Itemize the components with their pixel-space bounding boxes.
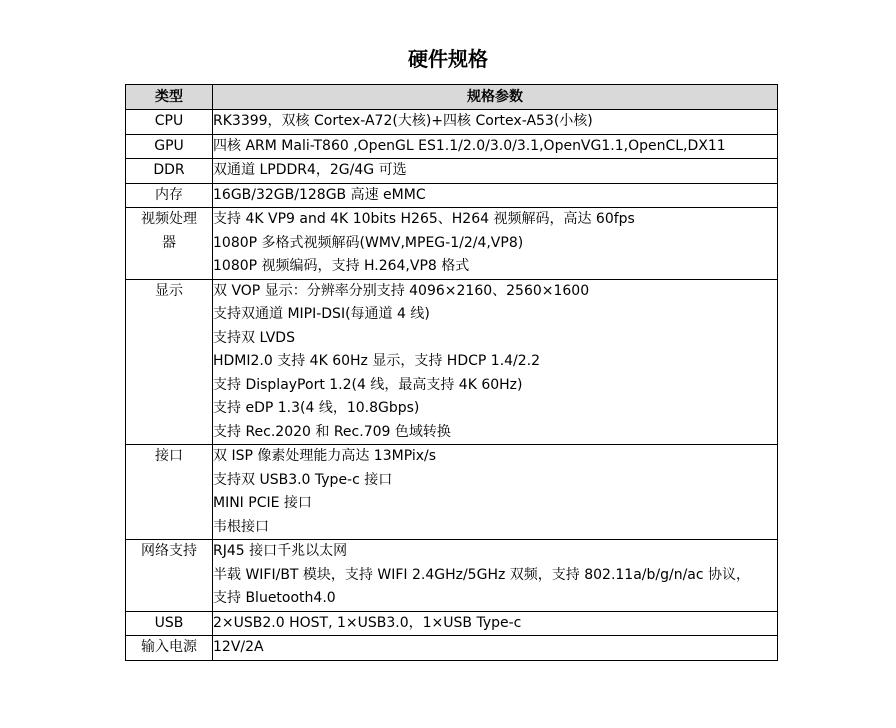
spec-table-body [126,110,778,661]
spec-line: 支持双 LVDS [213,329,295,346]
spec-line: 支持 Bluetooth4.0 [213,590,336,606]
table-row [126,445,778,540]
header-spec: 规格参数 [213,85,778,110]
table-header-row [126,85,778,110]
spec-line: 支持 eDP 1.3(4 线，10.8Gbps) [213,400,420,416]
row-type-label-part: 器 [162,234,176,251]
row-type-cell [126,110,213,135]
row-spec-cell [213,208,778,280]
row-type-label: DDR [153,162,185,178]
spec-line: 四核 ARM Mali-T860 ,OpenGL ES1.1/2.0/3.0/3.1,OpenVG1.1,OpenCL,DX11 [213,137,726,154]
spec-line: 韦根接口 [213,518,269,535]
row-type-label: 显示 [155,282,183,299]
row-type-label: 网络支持 [141,543,197,559]
row-type-label: GPU [154,137,184,154]
spec-line: 支持 Rec.2020 和 Rec.709 色域转换 [213,423,451,440]
spec-line: 支持 4K VP9 and 4K 10bits H265、H264 视频解码，高达 60fps [213,211,635,227]
row-spec-cell [213,110,778,135]
spec-line: 双通道 LPDDR4，2G/4G 可选 [213,162,407,178]
row-type-cell [126,279,213,445]
row-type-label: USB [154,614,184,631]
row-type-label: 输入电源 [141,639,197,655]
spec-line: RJ45 接口千兆以太网 [213,543,348,559]
row-spec-cell [213,134,778,159]
spec-line: 16GB/32GB/128GB 高速 eMMC [213,186,426,203]
row-type-cell [126,611,213,636]
document-title: 硬件规格 [408,47,488,71]
spec-line: 1080P 视频编码，支持 H.264,VP8 格式 [213,258,470,274]
spec-line: RK3399，双核 Cortex-A72(大核)+四核 Cortex-A53(小核) [213,113,593,129]
row-type-label-part: 视频处理 [141,211,197,227]
row-type-label: CPU [154,113,184,129]
spec-line: 双 ISP 像素处理能力高达 13MPix/s [213,448,437,464]
row-spec-cell [213,540,778,612]
spec-line: 双 VOP 显示：分辨率分别支持 4096×2160、2560×1600 [213,282,590,299]
header-type: 类型 [126,85,213,110]
spec-line: HDMI2.0 支持 4K 60Hz 显示，支持 HDCP 1.4/2.2 [213,353,541,369]
table-row [126,208,778,280]
row-type-cell [126,183,213,208]
table-row [126,540,778,612]
row-type-cell [126,445,213,540]
row-type-label: 接口 [155,448,183,464]
row-spec-cell [213,611,778,636]
spec-line: 1080P 多格式视频解码(WMV,MPEG-1/2/4,VP8) [213,234,524,251]
row-type-cell [126,134,213,159]
row-spec-cell [213,183,778,208]
spec-line: 12V/2A [213,639,264,655]
table-row [126,110,778,135]
spec-line: 支持 DisplayPort 1.2(4 线，最高支持 4K 60Hz) [213,376,523,393]
row-type-cell [126,540,213,612]
row-type-cell [126,159,213,184]
table-row [126,611,778,636]
row-spec-cell [213,279,778,445]
row-type-cell [126,208,213,280]
table-row [126,183,778,208]
table-row [126,279,778,445]
row-spec-cell [213,159,778,184]
row-spec-cell [213,445,778,540]
row-spec-cell [213,636,778,661]
table-row [126,159,778,184]
table-row [126,134,778,159]
spec-line: 半载 WIFI/BT 模块，支持 WIFI 2.4GHz/5GHz 双频，支持 802.11a/b/g/n/ac 协议， [213,566,751,583]
spec-line: 支持双通道 MIPI-DSI(每通道 4 线) [213,306,430,322]
row-type-cell [126,636,213,661]
spec-line: 支持双 USB3.0 Type-c 接口 [213,471,393,488]
row-type-label: 内存 [155,186,183,203]
spec-line: MINI PCIE 接口 [213,495,312,511]
spec-table [125,84,778,661]
spec-line: 2×USB2.0 HOST, 1×USB3.0，1×USB Type-c [213,614,522,631]
table-row [126,636,778,661]
